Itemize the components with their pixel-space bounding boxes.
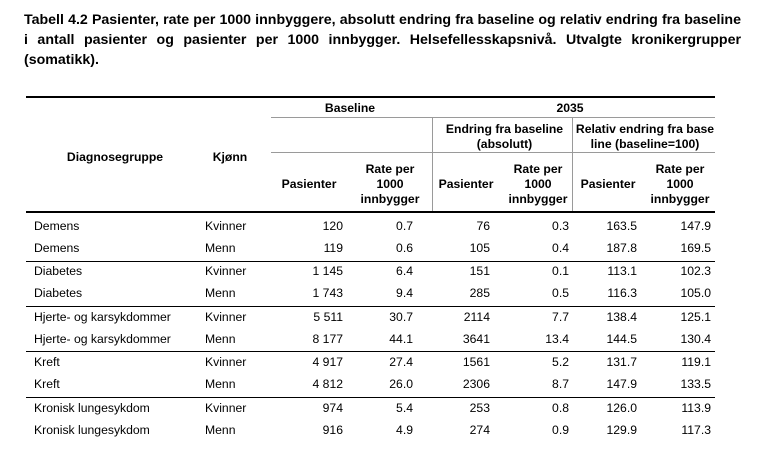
cell-diagnosegruppe: Demens [34,219,80,233]
cell-diagnosegruppe: Demens [34,241,80,255]
cell-abs-rate: 0.4 [552,241,569,255]
header-abs-pasienter: Pasienter [438,177,494,191]
table-top-rule [26,96,715,98]
cell-baseline-pasienter: 4 917 [312,355,343,369]
header-endring-line2: (absolutt) [476,137,533,151]
cell-abs-rate: 8.7 [552,377,569,391]
group-rule-2 [26,306,715,307]
cell-abs-pasienter: 274 [469,423,490,437]
divider-baseline-2035 [432,117,433,211]
cell-kjonn: Menn [205,423,236,437]
header-baseline-rate-3: innbygger [360,192,420,206]
cell-rel-pasienter: 131.7 [606,355,637,369]
cell-abs-rate: 0.8 [552,401,569,415]
cell-diagnosegruppe: Kronisk lungesykdom [34,423,150,437]
cell-kjonn: Kvinner [205,310,247,324]
cell-rel-pasienter: 163.5 [606,219,637,233]
cell-diagnosegruppe: Hjerte- og karsykdommer [34,332,171,346]
cell-rel-rate: 125.1 [680,310,711,324]
cell-rel-pasienter: 187.8 [606,241,637,255]
header-baseline: Baseline [324,101,376,115]
cell-abs-pasienter: 253 [469,401,490,415]
cell-abs-rate: 0.9 [552,423,569,437]
header-endring-line1: Endring fra baseline [445,122,564,136]
cell-baseline-pasienter: 4 812 [312,377,343,391]
cell-baseline-rate: 9.4 [396,286,413,300]
cell-abs-pasienter: 76 [476,219,490,233]
cell-abs-rate: 0.5 [552,286,569,300]
header-relativ-line1: Relativ endring fra base [575,122,715,136]
cell-rel-rate: 113.9 [681,401,711,415]
cell-diagnosegruppe: Diabetes [34,286,83,300]
cell-abs-pasienter: 1561 [462,355,490,369]
cell-kjonn: Kvinner [205,264,247,278]
cell-abs-pasienter: 3641 [462,332,490,346]
cell-rel-pasienter: 113.1 [607,264,637,278]
header-abs-rate-3: innbygger [508,192,568,206]
cell-rel-rate: 130.4 [680,332,711,346]
cell-baseline-rate: 6.4 [396,264,413,278]
cell-baseline-rate: 0.7 [396,219,413,233]
cell-baseline-pasienter: 5 511 [313,310,343,324]
header-2035: 2035 [556,101,584,115]
header-baseline-rate-2: 1000 [376,177,404,191]
cell-kjonn: Menn [205,377,236,391]
cell-baseline-rate: 44.1 [389,332,413,346]
cell-abs-pasienter: 2306 [462,377,490,391]
cell-diagnosegruppe: Kronisk lungesykdom [34,401,150,415]
cell-kjonn: Kvinner [205,219,247,233]
cell-baseline-pasienter: 119 [323,241,343,255]
cell-rel-rate: 119.1 [681,355,711,369]
cell-abs-rate: 7.7 [552,310,569,324]
cell-abs-pasienter: 105 [469,241,490,255]
cell-baseline-pasienter: 916 [322,423,343,437]
cell-rel-pasienter: 144.5 [606,332,637,346]
cell-rel-rate: 169.5 [680,241,711,255]
header-relativ-line2: line (baseline=100) [590,137,700,151]
cell-kjonn: Menn [205,241,236,255]
cell-baseline-rate: 30.7 [389,310,413,324]
cell-kjonn: Kvinner [205,355,247,369]
cell-rel-pasienter: 129.9 [606,423,637,437]
cell-abs-rate: 13.4 [545,332,569,346]
header-rel-rate-3: innbygger [650,192,710,206]
cell-rel-rate: 102.3 [680,264,711,278]
header-rel-rate-1: Rate per [655,162,705,176]
header-rule-2 [271,152,715,153]
group-rule-4 [26,397,715,398]
cell-diagnosegruppe: Kreft [34,355,60,369]
cell-abs-rate: 0.1 [552,264,569,278]
header-abs-rate-1: Rate per [513,162,563,176]
header-kjonn: Kjønn [212,150,248,164]
cell-diagnosegruppe: Diabetes [34,264,83,278]
cell-baseline-rate: 0.6 [396,241,413,255]
cell-rel-pasienter: 116.3 [607,286,637,300]
header-abs-rate-2: 1000 [524,177,552,191]
cell-rel-rate: 147.9 [680,219,711,233]
header-baseline-pasienter: Pasienter [281,177,337,191]
cell-rel-pasienter: 126.0 [606,401,637,415]
cell-abs-rate: 0.3 [552,219,569,233]
cell-baseline-rate: 4.9 [396,423,413,437]
cell-diagnosegruppe: Hjerte- og karsykdommer [34,310,171,324]
cell-baseline-rate: 5.4 [396,401,413,415]
cell-diagnosegruppe: Kreft [34,377,60,391]
cell-baseline-pasienter: 8 177 [312,332,343,346]
cell-rel-rate: 105.0 [680,286,711,300]
cell-baseline-pasienter: 974 [322,401,343,415]
cell-abs-pasienter: 151 [469,264,490,278]
header-diagnosegruppe: Diagnosegruppe [66,150,164,164]
cell-rel-pasienter: 147.9 [606,377,637,391]
table-caption: Tabell 4.2 Pasienter, rate per 1000 innbyggere, absolutt endring fra baseline og relativ endring fra baseline i antall pasienter og pasienter per 1000 innbygger. Helsefellesskapsnivå. Utvalgte kronikergrupper (somatikk). [24,12,741,68]
group-rule-1 [26,261,715,262]
header-rule-1 [271,117,715,118]
cell-kjonn: Menn [205,332,236,346]
cell-rel-rate: 117.3 [681,423,711,437]
cell-kjonn: Menn [205,286,236,300]
cell-baseline-pasienter: 1 743 [312,286,343,300]
group-rule-3 [26,351,715,352]
cell-abs-pasienter: 2114 [463,310,490,324]
cell-baseline-rate: 27.4 [389,355,413,369]
cell-rel-pasienter: 138.4 [606,310,637,324]
header-rel-pasienter: Pasienter [580,177,636,191]
cell-rel-rate: 133.5 [680,377,711,391]
cell-baseline-pasienter: 1 145 [312,264,343,278]
header-rel-rate-2: 1000 [666,177,694,191]
header-baseline-rate-1: Rate per [365,162,415,176]
cell-baseline-pasienter: 120 [322,219,343,233]
header-bottom-rule [26,211,715,213]
cell-abs-pasienter: 285 [469,286,490,300]
cell-baseline-rate: 26.0 [389,377,413,391]
cell-kjonn: Kvinner [205,401,247,415]
cell-abs-rate: 5.2 [552,355,569,369]
